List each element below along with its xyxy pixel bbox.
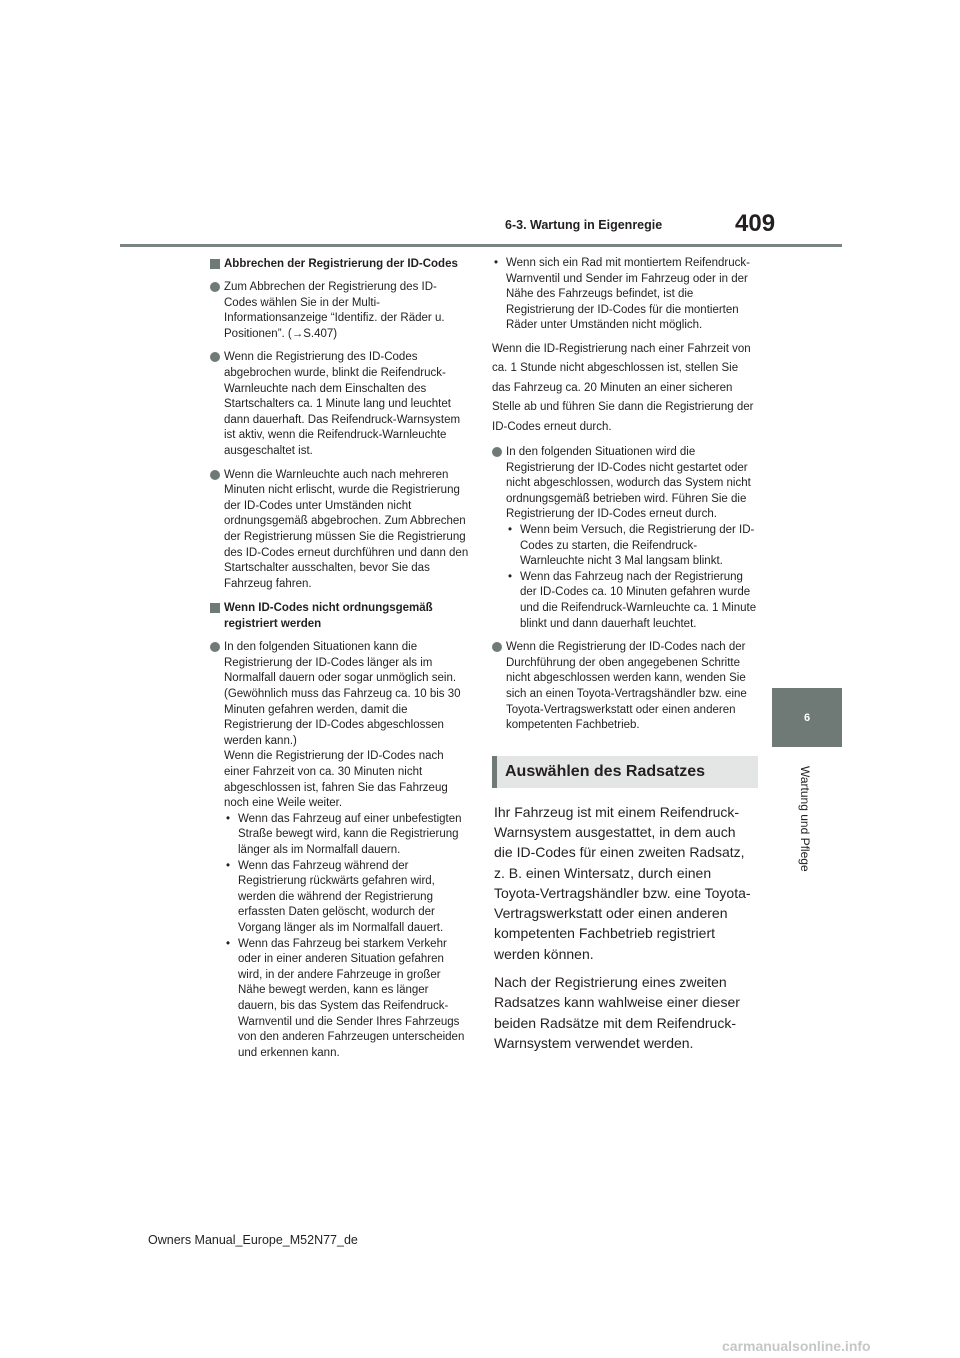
item-text: Wenn die Registrierung der ID-Codes nach einer Fahrzeit von ca. 30 Minuten nicht abgeschlossen ist, fahren Sie das Fahrzeug noch eine Weile weiter.: [224, 750, 448, 810]
item-text: Wenn die Warnleuchte auch nach mehreren Minuten nicht erlischt, wurde die Registrierung der ID-Codes unter Umständen nicht ordnungsgemäß abgebrochen. Zum Abbrechen der Registrierung müssen Sie die Registrierung des ID-Codes erneut durchführen und dann den Startschalter ausschalten, bevor Sie das Fahrzeug fahren.: [224, 468, 469, 590]
chapter-tab: [772, 688, 842, 747]
sub-bullet-list: [224, 812, 470, 1062]
list-item: [210, 350, 470, 459]
sub-bullet-list: [492, 256, 758, 334]
sub-bullet-list: [506, 523, 758, 632]
heading-cancel-registration: Abbrechen der Registrierung der ID-Codes: [210, 256, 470, 272]
sub-bullet: • Wenn sich ein Rad mit montiertem Reifendruck-Warnventil und Sender im Fahrzeug oder in der Nähe des Fahrzeugs befindet, ist die Registrierung der ID-Codes für die montierten Räder unter Umständen nicht möglich.: [492, 256, 758, 334]
footer-text: Owners Manual_Europe_M52N77_de: [148, 1233, 358, 1247]
plain-paragraph: Wenn die ID-Registrierung nach einer Fahrzeit von ca. 1 Stunde nicht abgeschlossen ist, stellen Sie das Fahrzeug ca. 20 Minuten an einer sicheren Stelle ab und führen Sie dann die Registrierung der ID-Codes erneut durch.: [492, 342, 754, 433]
list-item: [210, 468, 470, 593]
list-item: [492, 640, 758, 734]
bullet-circle-icon: [210, 352, 220, 362]
item-text: Wenn die Registrierung des ID-Codes abgebrochen wurde, blinkt die Reifendruck-Warnleuchte nach dem Einschalten des Startschalters ca. 1 Minute lang und leuchtet dann dauerhaft. Das Reifendruck-Warnsystem ist aktiv, wenn die Reifendruck-Warnleuchte ausgeschaltet ist.: [224, 351, 461, 457]
right-column: [492, 256, 758, 1061]
body-paragraph: Ihr Fahrzeug ist mit einem Reifendruck-Warnsystem ausgestattet, in dem auch die ID-Codes für einen zweiten Radsatz, z. B. einen Wintersatz, durch einen Toyota-Vertragshändler bzw. eine Toyota-Vertragswerkstatt oder einen anderen kompetenten Fachbetrieb registriert werden können.: [494, 803, 751, 962]
sub-bullet: • Wenn das Fahrzeug bei starkem Verkehr oder in einer anderen Situation gefahren wird, in der andere Fahrzeuge in großer Nähe bewegt werden, kann es länger dauern, bis das System das Reifendruck-Warnventil und die Sender Ihres Fahrzeugs von den anderen Fahrzeugen unterscheiden und erkennen kann.: [224, 937, 470, 1062]
bullet-circle-icon: [492, 447, 502, 457]
bullet-circle-icon: [210, 470, 220, 480]
sub-bullet: • Wenn das Fahrzeug auf einer unbefestigten Straße bewegt wird, kann die Registrierung länger als im Normalfall dauern.: [224, 812, 470, 859]
header-divider: [120, 244, 842, 247]
chapter-number: 6: [803, 711, 811, 724]
item-text: In den folgenden Situationen wird die Registrierung der ID-Codes nicht gestartet oder nicht abgeschlossen, wodurch das System nicht ordnungsgemäß betrieben wird. Führen Sie die Registrierung der ID-Codes erneut durch.: [506, 446, 751, 521]
section-heading-text: Auswählen des Radsatzes: [505, 762, 706, 780]
list-item: [210, 280, 470, 342]
sub-bullet: • Wenn beim Versuch, die Registrierung der ID-Codes zu starten, die Reifendruck-Warnleuchte nicht 3 Mal langsam blinkt.: [506, 523, 758, 570]
sub-bullet: • Wenn das Fahrzeug während der Registrierung rückwärts gefahren wird, werden die während der Registrierung erfassten Daten gelöscht, wodurch der Vorgang länger als im Normalfall dauert.: [224, 859, 470, 937]
item-text: Wenn die Registrierung der ID-Codes nach der Durchführung der oben angegebenen Schritte nicht abgeschlossen werden kann, wenden Sie sich an einen Toyota-Vertragshändler bzw. eine Toyota-Vertragswerkstatt oder einen anderen kompetenten Fachbetrieb.: [506, 641, 747, 732]
heading-registration-failure: Wenn ID-Codes nicht ordnungsgemäß registriert werden: [210, 600, 470, 632]
item-text: In den folgenden Situationen kann die Registrierung der ID-Codes länger als im Normalfall dauern oder sogar unmöglich sein. (Gewöhnlich muss das Fahrzeug ca. 10 bis 30 Minuten gefahren werden, damit die Registrierung der ID-Codes abgeschlossen werden kann.): [224, 641, 461, 747]
bullet-circle-icon: [492, 642, 502, 652]
chapter-title: Wartung und Pflege: [798, 766, 812, 872]
section-heading: [492, 756, 758, 788]
body-paragraph: Nach der Registrierung eines zweiten Radsatzes kann wahlweise einer dieser beiden Radsätze mit dem Reifendruck-Warnsystem verwendet werden.: [494, 974, 740, 1051]
bullet-circle-icon: [210, 642, 220, 652]
item-text: Zum Abbrechen der Registrierung des ID-Codes wählen Sie in der Multi-Informationsanzeige “Identifiz. der Räder u. Positionen”. (→S.407): [224, 281, 445, 340]
section-title: 6-3. Wartung in Eigenregie: [505, 218, 663, 232]
list-item: [492, 445, 758, 632]
page-number: 409: [735, 210, 776, 237]
left-column: [210, 256, 470, 1069]
watermark: carmanualsonline.info: [722, 1338, 871, 1354]
list-item: [210, 640, 470, 1061]
bullet-circle-icon: [210, 282, 220, 292]
sub-bullet: • Wenn das Fahrzeug nach der Registrierung der ID-Codes ca. 10 Minuten gefahren wurde und die Reifendruck-Warnleuchte ca. 1 Minute blinkt und dann dauerhaft leuchtet.: [506, 570, 758, 632]
